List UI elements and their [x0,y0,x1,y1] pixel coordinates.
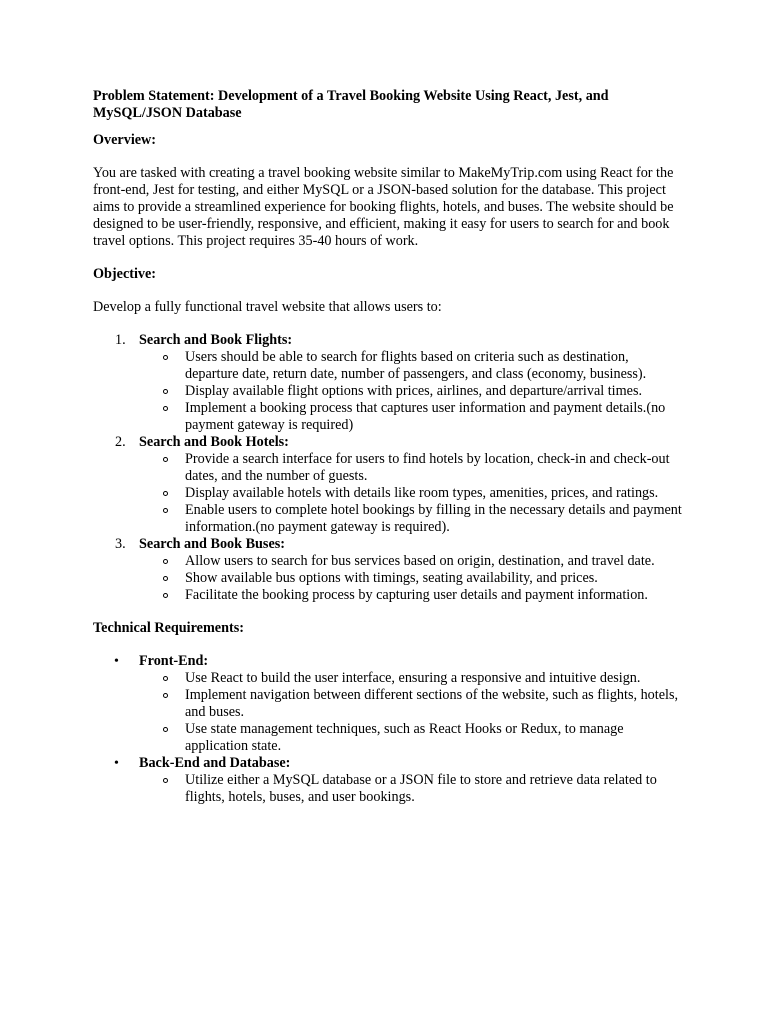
list-number: 3. [115,536,126,552]
sub-list-item [139,451,683,485]
list-item-title: Search and Book Hotels: [139,434,289,450]
circle-bullet-icon [163,676,168,681]
circle-bullet-icon [163,508,168,513]
objective-intro: Develop a fully functional travel website that allows users to: [93,299,442,315]
technical-item-back-end [93,755,683,806]
bullet-icon: • [114,654,119,669]
sub-item-text: Use React to build the user interface, ensuring a responsive and intuitive design. [185,670,641,686]
sub-list-item [139,485,683,502]
technical-item-front-end [93,653,683,755]
bullet-icon: • [114,756,119,771]
circle-bullet-icon [163,491,168,496]
document-body [93,88,683,822]
sub-item-text: Implement a booking process that captures user information and payment details.(no payment gateway is required) [185,400,666,433]
sub-list [139,670,683,755]
circle-bullet-icon [163,593,168,598]
circle-bullet-icon [163,355,168,360]
circle-bullet-icon [163,406,168,411]
page-title: Problem Statement: Development of a Travel Booking Website Using React, Jest, and MySQL/JSON Database [93,88,609,121]
circle-bullet-icon [163,576,168,581]
sub-item-text: Display available hotels with details like room types, amenities, prices, and ratings. [185,485,659,501]
circle-bullet-icon [163,778,168,783]
sub-item-text: Allow users to search for bus services based on origin, destination, and travel date. [185,553,655,569]
sub-list-item [139,687,683,721]
sub-item-text: Show available bus options with timings, seating availability, and prices. [185,570,598,586]
sub-list-item [139,383,683,400]
sub-list-item [139,349,683,383]
sub-item-text: Use state management techniques, such as React Hooks or Redux, to manage application state. [185,721,624,754]
objective-item-flights [93,332,683,434]
sub-list-item [139,670,683,687]
sub-list-item [139,502,683,536]
sub-list [139,772,683,806]
sub-list-item [139,400,683,434]
sub-list-item [139,570,683,587]
sub-list [139,349,683,434]
overview-heading: Overview: [93,132,157,148]
list-item-title: Search and Book Flights: [139,332,293,348]
list-item-title: Back-End and Database: [139,755,291,771]
objective-list [93,332,683,604]
objective-item-hotels [93,434,683,536]
overview-paragraph: You are tasked with creating a travel booking website similar to MakeMyTrip.com using React for the front-end, Jest for testing, and either MySQL or a JSON-based solution for the database. This project aims to provide a streamlined experience for booking flights, hotels, and buses. The website should be designed to be user-friendly, responsive, and efficient, making it easy for users to search for and book travel options. This project requires 35-40 hours of work. [93,165,674,249]
technical-list [93,653,683,806]
sub-item-text: Enable users to complete hotel bookings by filling in the necessary details and payment information.(no payment gateway is required). [185,502,682,535]
sub-item-text: Utilize either a MySQL database or a JSON file to store and retrieve data related to flights, hotels, buses, and user bookings. [185,772,657,805]
sub-list-item [139,553,683,570]
sub-item-text: Display available flight options with prices, airlines, and departure/arrival times. [185,383,643,399]
sub-list [139,553,683,604]
sub-list-item [139,587,683,604]
sub-item-text: Implement navigation between different sections of the website, such as flights, hotels, and buses. [185,687,679,720]
circle-bullet-icon [163,457,168,462]
list-number: 1. [115,332,126,348]
objective-heading: Objective: [93,266,157,282]
sub-item-text: Facilitate the booking process by capturing user details and payment information. [185,587,648,603]
sub-list-item [139,721,683,755]
sub-list [139,451,683,536]
technical-heading: Technical Requirements: [93,620,244,636]
sub-item-text: Users should be able to search for flights based on criteria such as destination, departure date, return date, number of passengers, and class (economy, business). [185,349,647,382]
objective-item-buses [93,536,683,604]
list-item-title: Front-End: [139,653,209,669]
list-item-title: Search and Book Buses: [139,536,285,552]
sub-list-item [139,772,683,806]
sub-item-text: Provide a search interface for users to find hotels by location, check-in and check-out dates, and the number of guests. [185,451,670,484]
circle-bullet-icon [163,389,168,394]
circle-bullet-icon [163,693,168,698]
circle-bullet-icon [163,727,168,732]
list-number: 2. [115,434,126,450]
circle-bullet-icon [163,559,168,564]
